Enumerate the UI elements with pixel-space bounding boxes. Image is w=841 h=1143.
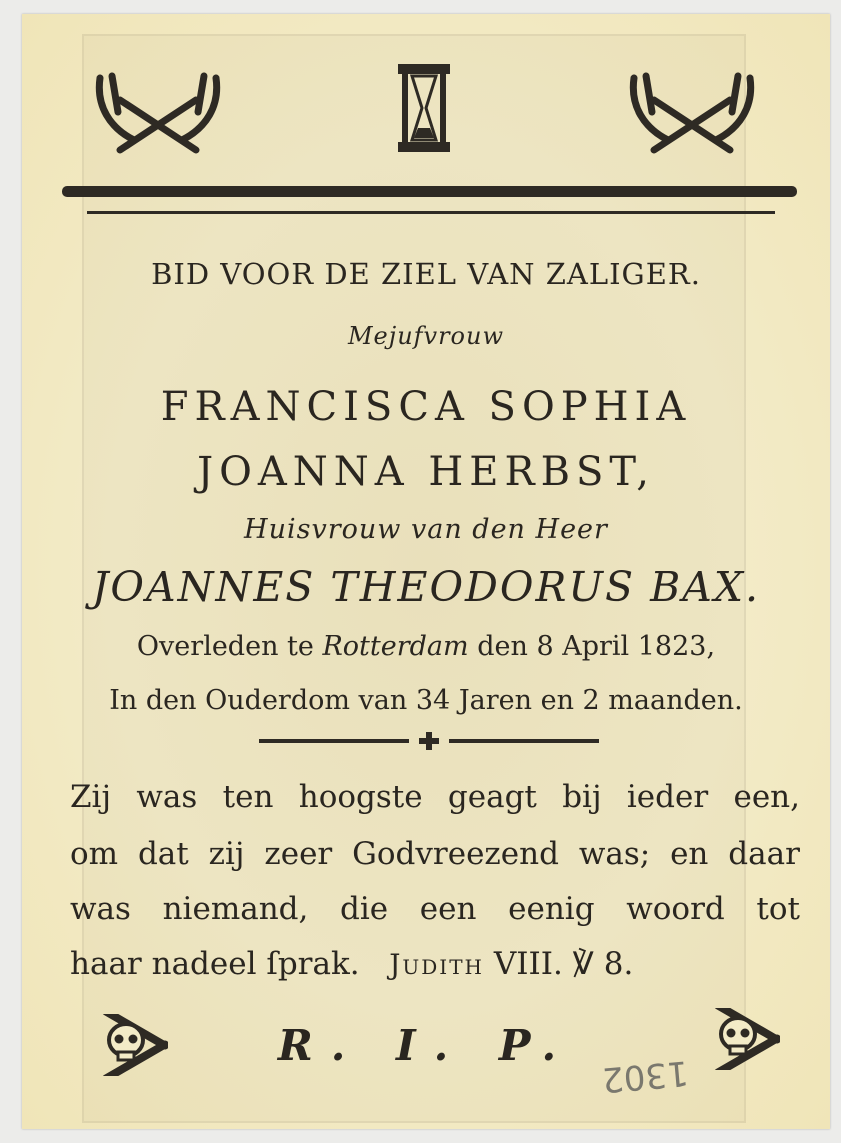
verse-word: geagt [447, 779, 537, 815]
memorial-card [22, 14, 830, 1129]
verse-word: zeer [264, 836, 333, 872]
age-line: In den Ouderdom van 34 Jaren en 2 maanden. [109, 685, 743, 716]
handwritten-number: 1302 [600, 1052, 691, 1100]
verse-line [70, 779, 800, 815]
verse-word: zij [208, 836, 245, 872]
verse-line [70, 891, 800, 927]
deceased-name-line2: JOANNA HERBST, [197, 449, 655, 495]
verse-word: ten [222, 779, 274, 815]
relation-line: Huisvrouw van den Heer [244, 514, 608, 545]
verse-word: was [136, 779, 198, 815]
verse-word: een, [733, 779, 800, 815]
verse-word: was; [578, 836, 651, 872]
crossed-scythes-icon [624, 66, 760, 156]
top-rule-thick [62, 186, 797, 197]
verse-line [70, 836, 800, 872]
verse-word: daar [728, 836, 800, 872]
death-prefix: Overleden te [136, 631, 314, 662]
cross-icon [419, 732, 439, 750]
crossed-scythes-icon [90, 66, 226, 156]
verse-word: om [70, 836, 119, 872]
verse-last: haar nadeel ſprak. [70, 946, 360, 982]
verse-word: Zij [70, 779, 112, 815]
verse-word: bij [562, 779, 602, 815]
citation-ref: VIII. ℣ 8. [493, 946, 634, 982]
verse-word: tot [756, 891, 800, 927]
cross-divider [259, 731, 599, 751]
verse-word: niemand, [162, 891, 309, 927]
citation-name: Judith [389, 948, 484, 981]
verse-word: dat [137, 836, 189, 872]
verse-word: Godvreezend [352, 836, 559, 872]
hourglass-icon [396, 62, 452, 154]
verse-word: ieder [626, 779, 709, 815]
verse-word: was [70, 891, 131, 927]
rip-text: R. I. P. [277, 1021, 575, 1070]
verse-word: eenig [508, 891, 595, 927]
verse-last-line [70, 946, 800, 982]
husband-name: JOANNES THEODORUS BAX. [91, 563, 761, 611]
death-line [22, 631, 830, 662]
death-date: den 8 April 1823, [477, 631, 716, 662]
deceased-name-line1: FRANCISCA SOPHIA [160, 384, 692, 430]
prayer-heading: BID VOOR DE ZIEL VAN ZALIGER. [151, 257, 701, 291]
skull-crossbones-icon [696, 1008, 780, 1070]
death-place: Rotterdam [322, 631, 469, 662]
verse-word: hoogste [298, 779, 423, 815]
verse-word: woord [626, 891, 725, 927]
title-word: Mejufvrouw [347, 322, 505, 350]
top-rule-thin [87, 211, 775, 214]
verse-word: die [340, 891, 389, 927]
verse-word: een [419, 891, 477, 927]
verse-word: en [670, 836, 709, 872]
